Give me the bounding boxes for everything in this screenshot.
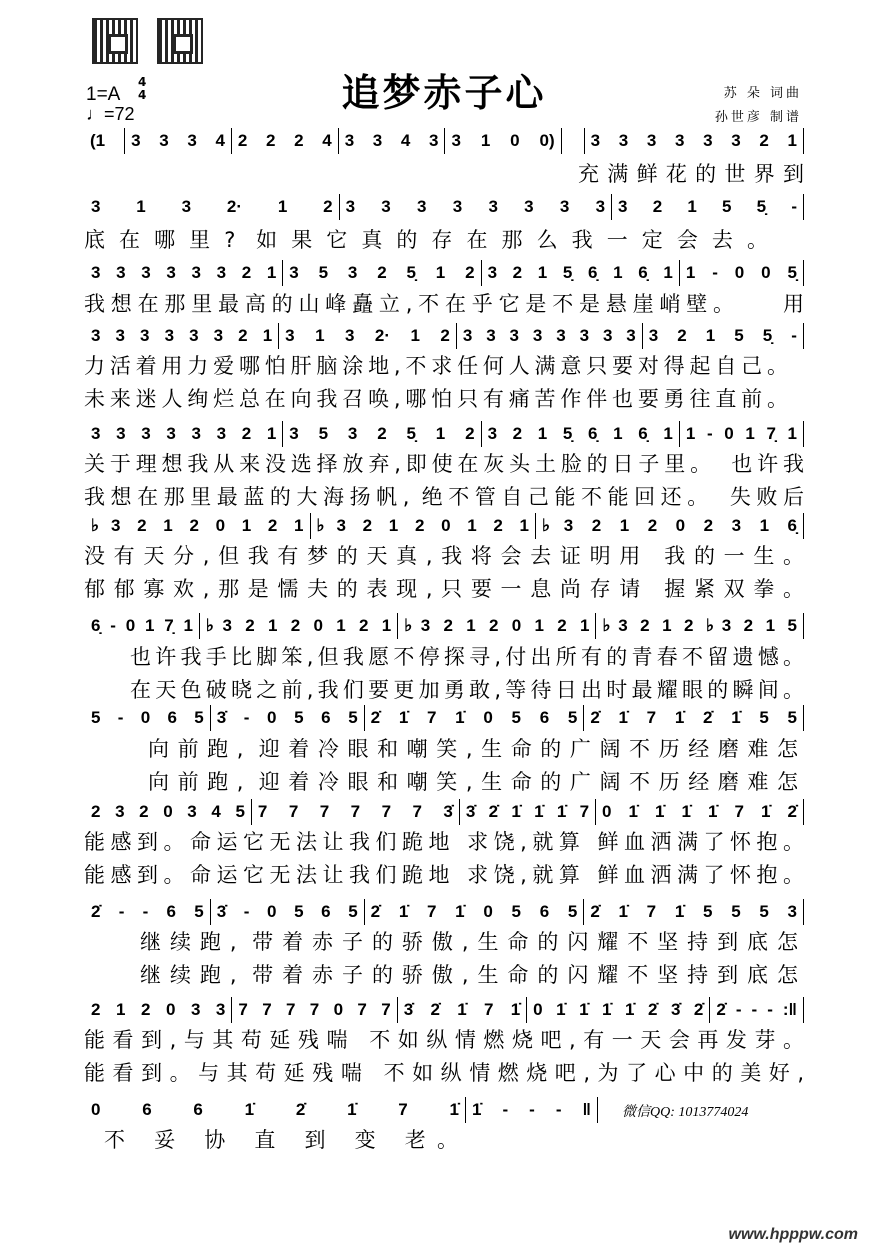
measure: 3 3 3 3 3 3 2 1 xyxy=(85,421,283,447)
measure: 3 1 3 2· 1 2 xyxy=(85,194,340,220)
staff-line xyxy=(84,613,804,639)
staff-line xyxy=(84,128,804,154)
lyric-line: 不 妥 协 直 到 变 老。 xyxy=(104,1128,458,1152)
qr-code-right xyxy=(157,18,203,64)
measure: ♭3 2 1 2 0 1 2 1 xyxy=(85,513,311,539)
measure: 3 3 3 4 xyxy=(125,128,232,154)
measure: 3 5 3 2 5̣ 1 2 xyxy=(283,421,481,447)
lyric-line: 向前跑, 迎着冷眼和嘲笑,生命的广阔不历经磨难怎 xyxy=(148,737,798,761)
staff-line xyxy=(84,705,804,731)
measure: 2̇ - - - :‖ xyxy=(710,997,804,1023)
measure: 3 3 3 3 3 3 2 1 xyxy=(85,260,283,286)
staff-line xyxy=(84,421,804,447)
lyric-line: 关于理想我从来没选择放弃,即使在灰头土脸的日子里。 也许我 xyxy=(84,452,804,476)
lyric-line: 继续跑, 带着赤子的骄傲,生命的闪耀不坚持到底怎 xyxy=(140,930,798,954)
measure: 0 6 6 1̇ 2̇ 1̇ 7 1̇ xyxy=(85,1097,466,1123)
measure: 3 2 1 5̣ 6̣ 1 6̣ 1 xyxy=(482,260,680,286)
lyrics-composer-credit: 苏 朵 词曲 xyxy=(723,86,802,101)
measure: 2̇ 1̇ 7 1̇ 0 5 6 5 xyxy=(365,705,585,731)
lyric-line: 我想在那里最高的山峰矗立,不在乎它是不是悬崖峭壁。 用 xyxy=(84,292,804,316)
measure: 7 7 7 7 0 7 7 xyxy=(232,997,397,1023)
staff-line xyxy=(84,1097,598,1123)
lyric-line: 能看到。与其苟延残喘 不如纵情燃烧吧,为了心中的美好, xyxy=(84,1061,804,1085)
lyric-line: 在天色破晓之前,我们要更加勇敢,等待日出时最耀眼的瞬间。 xyxy=(130,678,804,702)
measure: 2̇ 1̇ 7 1̇ 5 5 5 3 xyxy=(584,899,804,925)
measure: 2̇ 1̇ 7 1̇ 2̇ 1̇ 5 5 xyxy=(584,705,804,731)
measure: 2̇ 1̇ 7 1̇ 0 5 6 5 xyxy=(365,899,585,925)
measure: 3 3 4 3 xyxy=(339,128,446,154)
contact-info: 微信QQ: 1013774024 xyxy=(622,1105,749,1120)
measure: 2 3 2 0 3 4 5 xyxy=(85,799,252,825)
measure: 1 - 0 1 7̣ 1 xyxy=(680,421,804,447)
measure: 6̣ - 0 1 7̣ 1 xyxy=(85,613,200,639)
staff-line xyxy=(84,260,804,286)
measure: ♭3 2 1 2 0 1 2 1 xyxy=(311,513,537,539)
measure: 3 5 3 2 5̣ 1 2 xyxy=(283,260,481,286)
measure: 7 7 7 7 7 7 3̇ xyxy=(252,799,460,825)
measure: 0 1̇ 1̇ 1̇ 1̇ 2̇ 3̇ 2̇ xyxy=(527,997,710,1023)
score-credit: 孙世彦 制谱 xyxy=(714,110,802,125)
measure: 3̇ 2̇ 1̇ 7 1̇ xyxy=(398,997,527,1023)
staff-line xyxy=(84,194,804,220)
lyric-line: 力活着用力爱哪怕肝脑涂地,不求任何人满意只要对得起自己。 xyxy=(84,354,788,378)
time-bottom: 4 xyxy=(138,88,147,102)
measure: 2 2 2 4 xyxy=(232,128,339,154)
staff-line xyxy=(84,997,804,1023)
measure: 2 1 2 0 3 3 xyxy=(85,997,232,1023)
measure: 3̇ 2̇ 1̇ 1̇ 1̇ 7 xyxy=(460,799,596,825)
time-signature xyxy=(138,76,146,102)
staff-line xyxy=(84,899,804,925)
song-title: 追梦赤子心 xyxy=(341,70,547,115)
lyric-line: 继续跑, 带着赤子的骄傲,生命的闪耀不坚持到底怎 xyxy=(140,963,798,987)
measure: 1 - 0 0 5̣ xyxy=(680,260,804,286)
staff-line xyxy=(84,513,804,539)
lyric-line: 我想在那里最蓝的大海扬帆, 绝不管自己能不能回还。 失败后 xyxy=(84,485,804,509)
staff-line xyxy=(84,323,804,349)
lyric-line: 能感到。命运它无法让我们跪地 求饶,就算 鲜血洒满了怀抱。 xyxy=(84,830,804,854)
measure: 3 3 3 3 3 3 2 1 xyxy=(584,128,804,154)
tempo-marking: ♩=72 xyxy=(86,104,135,124)
lyric-line: 能感到。命运它无法让我们跪地 求饶,就算 鲜血洒满了怀抱。 xyxy=(84,863,804,887)
measure: 3 2 1 5̣ 6̣ 1 6̣ 1 xyxy=(482,421,680,447)
measure: ♭3 2 1 2 0 1 2 1 xyxy=(200,613,398,639)
measure: 3̇ - 0 5 6 5 xyxy=(211,899,365,925)
measure: 3̇ - 0 5 6 5 xyxy=(211,705,365,731)
measure: 3 1 0 0) xyxy=(445,128,561,154)
lyric-line: 未来迷人绚烂总在向我召唤,哪怕只有痛苦作伴也要勇往直前。 xyxy=(84,387,788,411)
measure: ♭3 2 1 2 ♭3 2 1 5 xyxy=(596,613,804,639)
measure: 3 2 1 5 5̣ - xyxy=(612,194,804,220)
lyric-line: 底在哪里? 如果它真的存在那么我一定会去。 xyxy=(84,228,768,252)
measure: 1̇ - - - ‖ xyxy=(466,1097,598,1123)
lyric-line: 能看到,与其苟延残喘 不如纵情燃烧吧,有一天会再发芽。 xyxy=(84,1028,804,1052)
measure: ♭3 2 1 2 0 2 3 1 6̣ xyxy=(536,513,804,539)
measure: ♭3 2 1 2 0 1 2 1 xyxy=(398,613,596,639)
lyric-line: 没有天分,但我有梦的天真,我将会去证明用 我的一生。 xyxy=(84,544,804,568)
measure: (1 xyxy=(84,128,125,154)
key-signature: 1=A xyxy=(86,84,121,105)
time-top: 4 xyxy=(138,75,147,89)
lyric-line: 充满鲜花的世界到 xyxy=(578,162,804,186)
website-watermark: www.hpppw.com xyxy=(728,1226,858,1243)
staff-line xyxy=(84,799,804,825)
measure: 3 3 3 3 3 3 2 1 xyxy=(85,323,279,349)
measure: 3 3 3 3 3 3 3 3 xyxy=(340,194,612,220)
qr-code-left xyxy=(92,18,138,64)
measure: 5 - 0 6 5 xyxy=(85,705,211,731)
measure: 2̇ - - 6 5 xyxy=(85,899,211,925)
lyric-line: 向前跑, 迎着冷眼和嘲笑,生命的广阔不历经磨难怎 xyxy=(148,770,798,794)
measure: 3 1 3 2· 1 2 xyxy=(279,323,457,349)
measure: 0 1̇ 1̇ 1̇ 1̇ 7 1̇ 2̇ xyxy=(596,799,804,825)
measure: 3 3 3 3 3 3 3 3 xyxy=(457,323,643,349)
lyric-line: 郁郁寡欢,那是懦夫的表现,只要一息尚存请 握紧双拳。 xyxy=(84,577,804,601)
lyric-line: 也许我手比脚笨,但我愿不停探寻,付出所有的青春不留遗憾。 xyxy=(130,645,804,669)
measure: 3 2 1 5 5̣ - xyxy=(643,323,804,349)
